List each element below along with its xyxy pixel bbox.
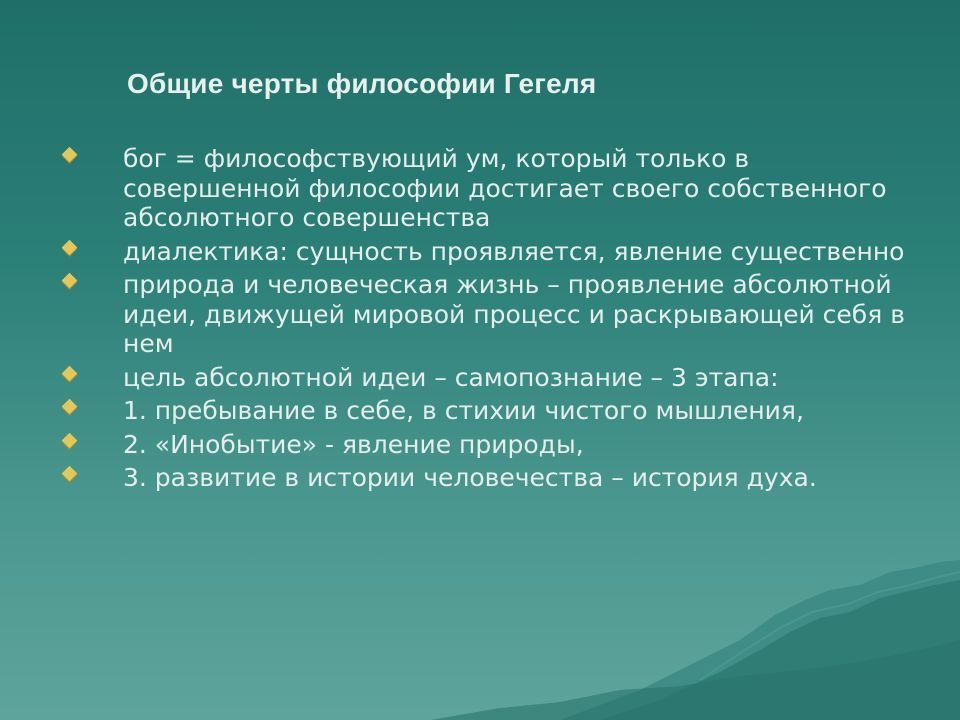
bullet-item-stage-1	[60, 396, 920, 426]
bullet-text: 2. «Инобытие» - явление природы,	[123, 429, 584, 459]
bullet-list	[60, 144, 920, 497]
diamond-bullet-icon	[62, 365, 78, 381]
bullet-text: 1. пребывание в себе, в стихии чистого мышления,	[123, 396, 804, 425]
bullet-text: 3. развитие в истории человечества – история духа.	[123, 463, 817, 492]
bullet-item-god	[60, 144, 920, 233]
bullet-item-stage-2	[60, 430, 920, 460]
bullet-text: диалектика: сущность проявляется, явление существенно	[123, 236, 905, 266]
diamond-bullet-icon	[62, 273, 78, 289]
bullet-item-dialectics	[60, 237, 920, 267]
bullet-text: бог = философствующий ум, который только в совершенной философии достигает своего собственного абсолютного совершенства	[123, 144, 887, 232]
bullet-item-goal	[60, 363, 920, 393]
diamond-bullet-icon	[62, 466, 78, 482]
bullet-item-stage-3	[60, 463, 920, 493]
bullet-text: природа и человеческая жизнь – проявление абсолютной идеи, движущей мировой процесс и раскрывающей себя в нем	[123, 270, 905, 358]
bullet-item-nature	[60, 270, 920, 359]
diamond-bullet-icon	[62, 147, 78, 163]
diamond-bullet-icon	[62, 239, 78, 255]
diamond-bullet-icon	[62, 432, 78, 448]
bullet-text: цель абсолютной идеи – самопознание – 3 этапа:	[123, 362, 779, 392]
diamond-bullet-icon	[62, 399, 78, 415]
slide-title: Общие черты философии Гегеля	[127, 68, 597, 99]
